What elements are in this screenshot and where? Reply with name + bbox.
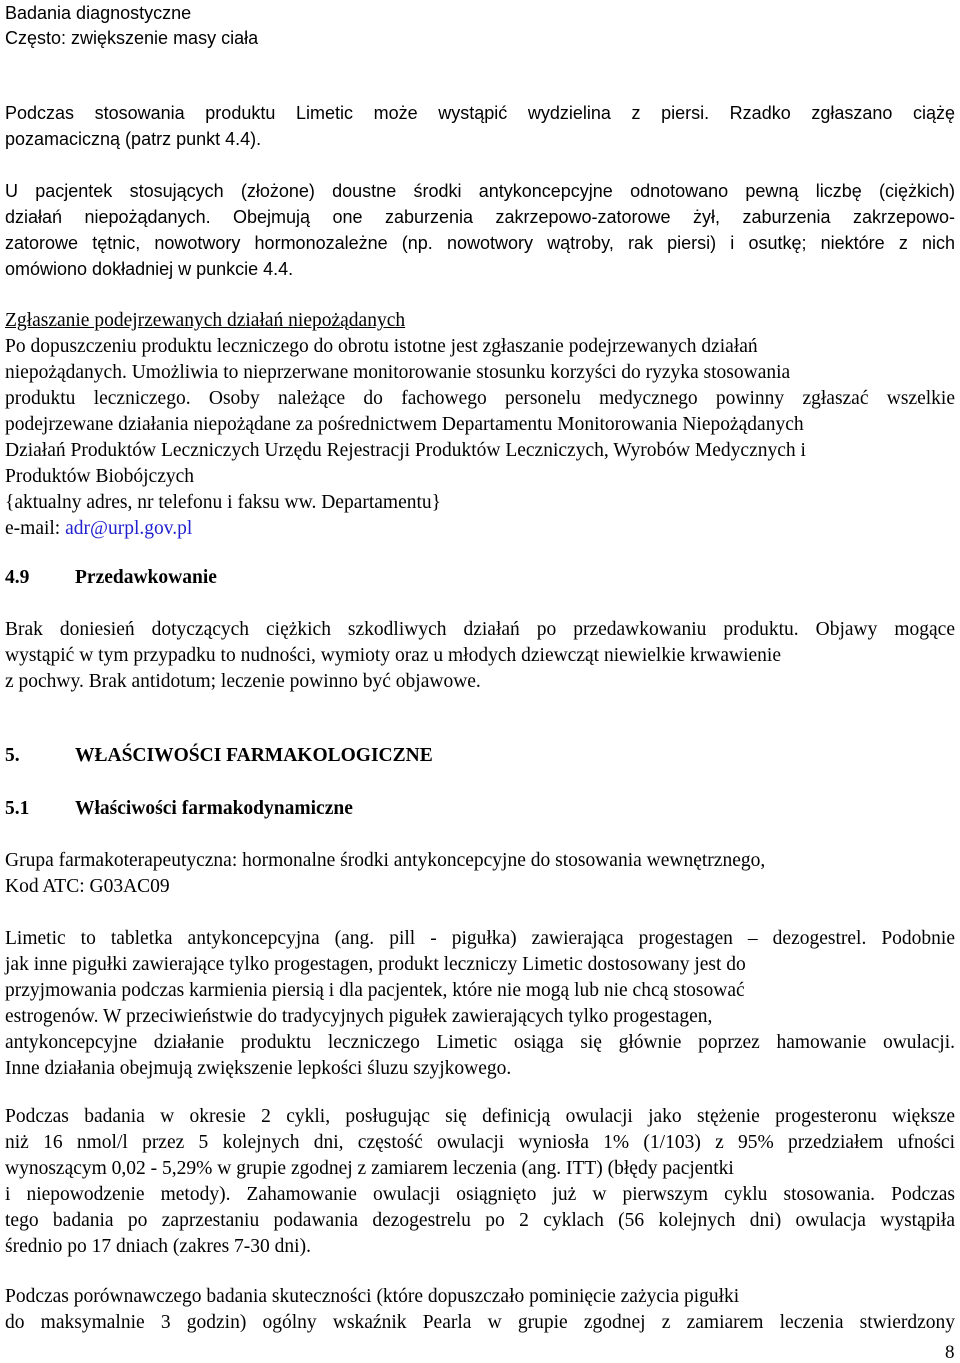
section-5-heading — [5, 743, 433, 769]
p2-line-5: tego badania po zaprzestaniu podawania dezogestrelu po 2 cyklach (56 kolejnych dni) owulacja wystąpiła — [5, 1210, 955, 1231]
reporting-title: Zgłaszanie podejrzewanych działań niepożądanych — [5, 310, 406, 331]
reporting-line-7: {aktualny adres, nr telefonu i faksu ww. Departamentu} — [5, 492, 442, 513]
email-link[interactable]: adr@urpl.gov.pl — [65, 518, 193, 539]
section-4-9-number: 4.9 — [5, 567, 30, 588]
section-4-9-line-2: wystąpić w tym przypadku to nudności, wymioty oraz u młodych dziewcząt niewielkie krwawienie — [5, 645, 781, 666]
reporting-line-6: Produktów Biobójczych — [5, 466, 195, 487]
group-line-1: Grupa farmakoterapeutyczna: hormonalne środki antykoncepcyjne do stosowania wewnętrznego, — [5, 850, 766, 871]
heading-badania: Badania diagnostyczne — [5, 3, 192, 23]
section-4-9-heading — [5, 565, 217, 591]
p1-line-1: Limetic to tabletka antykoncepcyjna (ang. pill - pigułka) zawierająca progestagen – dezogestrel. Podobnie — [5, 928, 955, 949]
reporting-line-4: podejrzewane działania niepożądane za pośrednictwem Departamentu Monitorowania Niepożądanych — [5, 414, 804, 435]
p2-line-2: niż 16 nmol/l przez 5 kolejnych dni, częstość owulacji wyniosła 1% (1/103) z 95% przedziałem ufności — [5, 1132, 955, 1153]
para1-line-2: pozamaciczną (patrz punkt 4.4). — [5, 129, 262, 149]
para2-line-1: U pacjentek stosujących (złożone) doustne środki antykoncepcyjne odnotowano pewną liczbę (ciężkich) — [5, 181, 955, 201]
p1-line-6: Inne działania obejmują zwiększenie lepkości śluzu szyjkowego. — [5, 1058, 512, 1079]
p2-line-1: Podczas badania w okresie 2 cykli, posługując się definicją owulacji jako stężenie progesteronu większe — [5, 1106, 955, 1127]
para2-line-4: omówiono dokładniej w punkcie 4.4. — [5, 259, 294, 279]
reporting-line-1: Po dopuszczeniu produktu leczniczego do obrotu istotne jest zgłaszanie podejrzewanych działań — [5, 336, 758, 357]
group-line-2: Kod ATC: G03AC09 — [5, 876, 170, 897]
p1-line-5: antykoncepcyjne działanie produktu leczniczego Limetic osiąga się głównie poprzez hamowanie owulacji. — [5, 1032, 955, 1053]
section-5-number: 5. — [5, 745, 20, 766]
section-4-9-title: Przedawkowanie — [75, 567, 217, 588]
reporting-line-2: niepożądanych. Umożliwia to nieprzerwane monitorowanie stosunku korzyści do ryzyka stosowania — [5, 362, 791, 383]
para2-line-3: zatorowe tętnic, nowotwory hormonozależne (np. nowotwory wątroby, rak piersi) i osutkę; niektóre z nich — [5, 233, 955, 253]
p3-line-1: Podczas porównawczego badania skuteczności (które dopuszczało pominięcie zażycia pigułki — [5, 1286, 740, 1307]
section-5-1-number: 5.1 — [5, 798, 30, 819]
p2-line-3: wynoszącym 0,02 - 5,29% w grupie zgodnej z zamiarem leczenia (ang. ITT) (błędy pacjentki — [5, 1158, 734, 1179]
section-5-title: WŁAŚCIWOŚCI FARMAKOLOGICZNE — [75, 745, 433, 766]
email-label: e-mail: — [5, 518, 66, 539]
subheading-masa-ciala: Często: zwiększenie masy ciała — [5, 28, 259, 48]
reporting-line-5: Działań Produktów Leczniczych Urzędu Rejestracji Produktów Leczniczych, Wyrobów Medycznych i — [5, 440, 806, 461]
section-5-1-title: Właściwości farmakodynamiczne — [75, 798, 353, 819]
reporting-email-line — [5, 516, 192, 542]
p3-line-2: do maksymalnie 3 godzin) ogólny wskaźnik Pearla w grupie zgodnej z zamiarem leczenia stwierdzony — [5, 1312, 955, 1333]
p1-line-4: estrogenów. W przeciwieństwie do tradycyjnych pigułek zawierających tylko progestagen, — [5, 1006, 713, 1027]
p1-line-3: przyjmowania podczas karmienia piersią i dla pacjentek, które nie mogą lub nie chcą stosować — [5, 980, 745, 1001]
para1-line-1: Podczas stosowania produktu Limetic może wystąpić wydzielina z piersi. Rzadko zgłaszano ciążę — [5, 103, 955, 123]
section-4-9-line-3: z pochwy. Brak antidotum; leczenie powinno być objawowe. — [5, 671, 481, 692]
section-4-9-line-1: Brak doniesień dotyczących ciężkich szkodliwych działań po przedawkowaniu produktu. Objawy mogące — [5, 619, 955, 640]
reporting-line-3: produktu leczniczego. Osoby należące do fachowego personelu medycznego powinny zgłaszać wszelkie — [5, 388, 955, 409]
p1-line-2: jak inne pigułki zawierające tylko progestagen, produkt leczniczy Limetic dostosowany jest do — [5, 954, 746, 975]
p2-line-4: i niepowodzenie metody). Zahamowanie owulacji osiągnięto już w pierwszym cyklu stosowania. Podczas — [5, 1184, 955, 1205]
para2-line-2: działań niepożądanych. Obejmują one zaburzenia zakrzepowo-zatorowe żył, zaburzenia zakrzepowo- — [5, 207, 955, 227]
p2-line-6: średnio po 17 dniach (zakres 7-30 dni). — [5, 1236, 311, 1257]
section-5-1-heading — [5, 796, 353, 822]
page-number: 8 — [945, 1342, 955, 1363]
